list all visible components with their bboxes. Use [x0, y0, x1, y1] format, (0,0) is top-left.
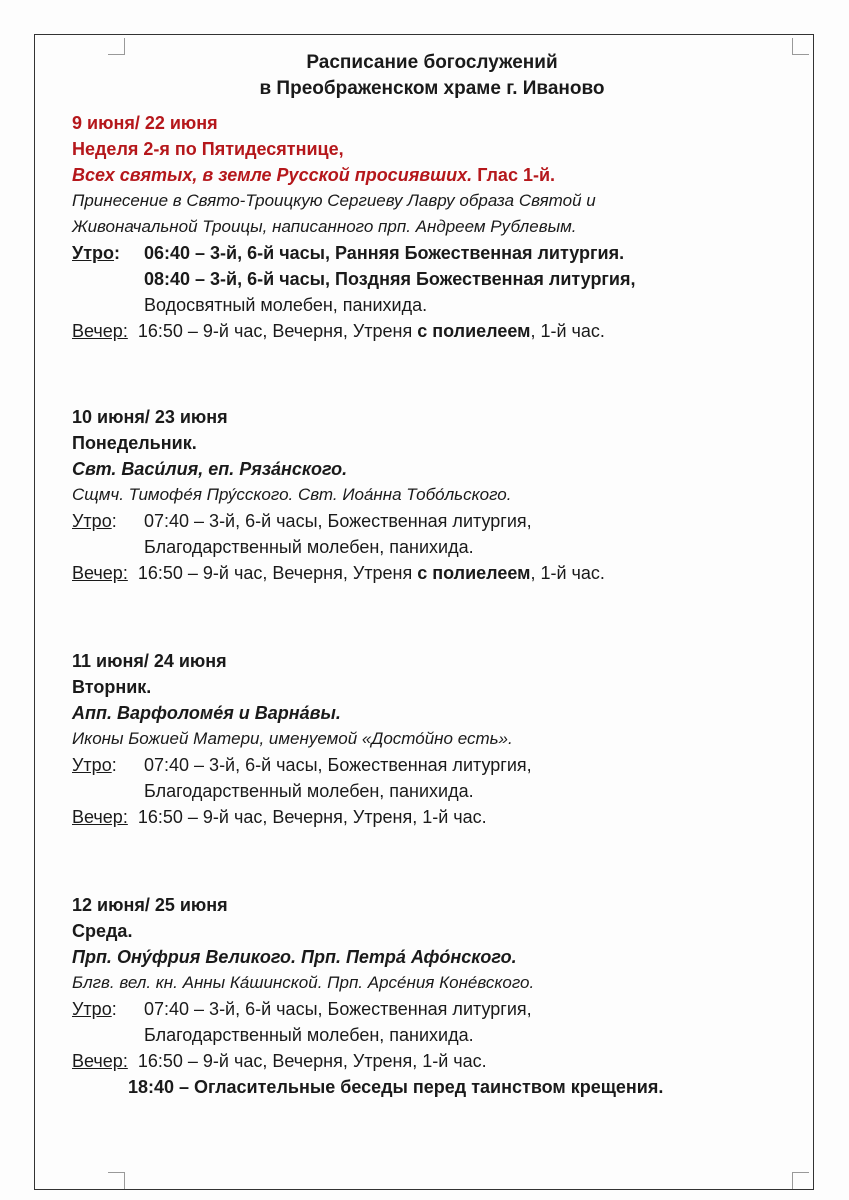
evening-service: Вечер: 16:50 – 9-й час, Вечерня, Утреня, 1-й час. — [72, 807, 487, 827]
extra-event: 18:40 – Огласительные беседы перед таинством крещения. — [128, 1077, 664, 1097]
corner-mark-bottom-left — [108, 1172, 125, 1189]
evening-label: Вечер: — [72, 1051, 128, 1071]
day-commemoration: Принесение в Свято-Троицкую Сергиеву Лавру образа Святой и — [72, 191, 596, 210]
morning-service: Водосвятный молебен, панихида. — [144, 295, 428, 315]
day-weekday: Понедельник. — [72, 433, 197, 453]
evening-service: Вечер: 16:50 – 9-й час, Вечерня, Утреня с полиелеем, 1-й час. — [72, 563, 605, 583]
day-section — [72, 110, 792, 344]
day-commemoration: Живоначальной Троицы, написанного прп. Андреем Рублевым. — [72, 217, 577, 236]
day-date: 10 июня/ 23 июня — [72, 407, 228, 427]
morning-service: Благодарственный молебен, панихида. — [144, 537, 474, 557]
day-date: 11 июня/ 24 июня — [72, 651, 227, 671]
morning-service: 08:40 – 3-й, 6-й часы, Поздняя Божественная литургия, — [144, 269, 636, 289]
morning-service: Утро: 07:40 – 3-й, 6-й часы, Божественная литургия, — [72, 755, 532, 775]
morning-service: Благодарственный молебен, панихида. — [144, 1025, 474, 1045]
day-section — [72, 648, 792, 830]
morning-label: Утро — [72, 243, 115, 263]
day-feast: Свт. Васи́лия, еп. Ряза́нского. — [72, 459, 348, 479]
evening-service: Вечер: 16:50 – 9-й час, Вечерня, Утреня, 1-й час. — [72, 1051, 487, 1071]
day-section — [72, 404, 792, 586]
day-date: 9 июня/ 22 июня — [72, 113, 218, 133]
evening-service: Вечер: 16:50 – 9-й час, Вечерня, Утреня с полиелеем, 1-й час. — [72, 321, 605, 341]
evening-label: Вечер: — [72, 563, 128, 583]
morning-service: Утро: 07:40 – 3-й, 6-й часы, Божественная литургия, — [72, 511, 532, 531]
page-title: Расписание богослужений в Преображенском храме г. Иваново — [259, 52, 605, 99]
morning-label: Утро — [72, 511, 112, 531]
day-commemoration: Иконы Божией Матери, именуемой «Досто́йно есть». — [72, 729, 513, 748]
day-feast: Всех святых, в земле Русской просиявших. Глас 1-й. — [72, 165, 556, 185]
evening-label: Вечер: — [72, 807, 128, 827]
day-section — [72, 892, 792, 1100]
morning-service: Утро: 07:40 – 3-й, 6-й часы, Божественная литургия, — [72, 999, 532, 1019]
schedule-content — [72, 50, 792, 1100]
day-weekday: Вторник. — [72, 677, 152, 697]
day-weekday: Неделя 2-я по Пятидесятнице, — [72, 139, 344, 159]
morning-label: Утро — [72, 999, 112, 1019]
day-feast: Прп. Ону́фрия Великого. Прп. Петра́ Афо́нского. — [72, 947, 517, 967]
evening-label: Вечер: — [72, 321, 128, 341]
day-feast: Апп. Варфоломе́я и Варна́вы. — [72, 703, 341, 723]
morning-label: Утро — [72, 755, 112, 775]
day-date: 12 июня/ 25 июня — [72, 895, 228, 915]
day-weekday: Среда. — [72, 921, 133, 941]
corner-mark-bottom-right — [792, 1172, 809, 1189]
morning-service: Утро: 06:40 – 3-й, 6-й часы, Ранняя Божественная литургия. — [72, 243, 625, 263]
day-commemoration: Сщмч. Тимофе́я Пру́сского. Свт. Иоа́нна Тобо́льского. — [72, 485, 512, 504]
morning-service: Благодарственный молебен, панихида. — [144, 781, 474, 801]
day-commemoration: Блгв. вел. кн. Анны Ка́шинской. Прп. Арсе́ния Коне́вского. — [72, 973, 535, 992]
